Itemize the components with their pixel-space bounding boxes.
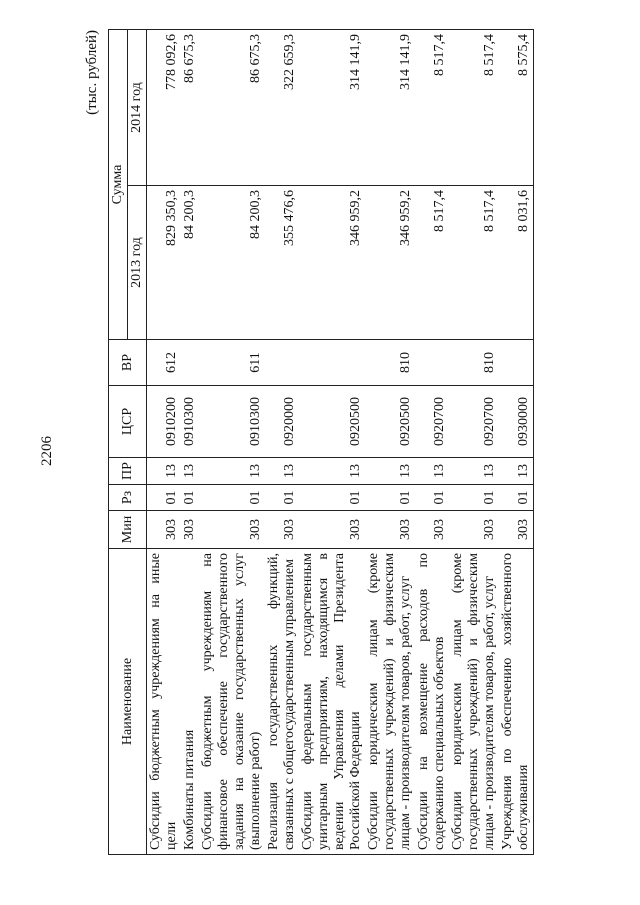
cell-csr: 0910300 <box>181 386 199 458</box>
cell-csr: 0910300 <box>199 386 265 458</box>
cell-name: Субсидии федеральным государственным унитарным предприятиям, находящимся в ведении Управления делами Президента Российской Федерации <box>299 549 365 855</box>
cell-pr: 13 <box>147 458 182 485</box>
header-2013: 2013 год <box>128 186 147 340</box>
header-min: Мин <box>109 511 147 549</box>
cell-min: 303 <box>499 511 534 549</box>
cell-vr <box>299 340 365 386</box>
cell-name: Субсидии юридическим лицам (кроме государственных учреждений) и физическим лицам - производителям товаров, работ, услуг <box>449 549 499 855</box>
cell-min: 303 <box>299 511 365 549</box>
cell-name: Субсидии бюджетным учреждениям на иные цели <box>147 549 182 855</box>
table-row <box>365 30 415 855</box>
cell-y2013: 346 959,2 <box>299 186 365 340</box>
cell-csr: 0920000 <box>265 386 299 458</box>
cell-rz: 01 <box>499 485 534 511</box>
cell-name: Комбинаты питания <box>181 549 199 855</box>
header-pr: ПР <box>109 458 147 485</box>
cell-csr: 0910200 <box>147 386 182 458</box>
cell-vr <box>499 340 534 386</box>
units-label: (тыс. рублей) <box>84 30 100 115</box>
header-vr: ВР <box>109 340 147 386</box>
budget-table <box>108 29 534 855</box>
cell-vr: 810 <box>365 340 415 386</box>
table-row <box>147 30 182 855</box>
cell-csr: 0920700 <box>449 386 499 458</box>
cell-csr: 0920700 <box>415 386 449 458</box>
table-row <box>299 30 365 855</box>
cell-pr: 13 <box>449 458 499 485</box>
cell-csr: 0930000 <box>499 386 534 458</box>
header-rz: Рз <box>109 485 147 511</box>
cell-rz: 01 <box>415 485 449 511</box>
cell-min: 303 <box>449 511 499 549</box>
cell-y2013: 8 517,4 <box>415 186 449 340</box>
cell-min: 303 <box>415 511 449 549</box>
table-row <box>415 30 449 855</box>
header-csr: ЦСР <box>109 386 147 458</box>
cell-pr: 13 <box>181 458 199 485</box>
cell-vr <box>181 340 199 386</box>
cell-csr: 0920500 <box>365 386 415 458</box>
cell-y2014: 8 575,4 <box>499 30 534 186</box>
cell-y2014: 8 517,4 <box>415 30 449 186</box>
cell-pr: 13 <box>365 458 415 485</box>
cell-name: Учреждения по обеспечению хозяйственного обслуживания <box>499 549 534 855</box>
header-sum: Сумма <box>109 30 128 340</box>
cell-name: Субсидии на возмещение расходов по содержанию специальных объектов <box>415 549 449 855</box>
table-body <box>147 30 534 855</box>
cell-y2013: 829 350,3 <box>147 186 182 340</box>
cell-min: 303 <box>147 511 182 549</box>
cell-vr: 612 <box>147 340 182 386</box>
cell-rz: 01 <box>181 485 199 511</box>
cell-rz: 01 <box>449 485 499 511</box>
cell-name: Субсидии бюджетным учреждениям на финансовое обеспечение государственного задания на оказание государственных услуг (выполнение работ) <box>199 549 265 855</box>
cell-vr <box>415 340 449 386</box>
cell-pr: 13 <box>299 458 365 485</box>
table-row <box>199 30 265 855</box>
cell-vr <box>265 340 299 386</box>
table-row <box>181 30 199 855</box>
cell-y2014: 314 141,9 <box>299 30 365 186</box>
cell-y2014: 8 517,4 <box>449 30 499 186</box>
cell-rz: 01 <box>147 485 182 511</box>
cell-min: 303 <box>181 511 199 549</box>
cell-y2014: 778 092,6 <box>147 30 182 186</box>
budget-document <box>82 30 602 855</box>
cell-vr: 611 <box>199 340 265 386</box>
cell-y2014: 322 659,3 <box>265 30 299 186</box>
cell-min: 303 <box>265 511 299 549</box>
cell-y2013: 84 200,3 <box>199 186 265 340</box>
cell-pr: 13 <box>499 458 534 485</box>
cell-min: 303 <box>199 511 265 549</box>
cell-y2013: 346 959,2 <box>365 186 415 340</box>
cell-y2013: 355 476,6 <box>265 186 299 340</box>
cell-y2014: 86 675,3 <box>181 30 199 186</box>
cell-y2013: 84 200,3 <box>181 186 199 340</box>
cell-rz: 01 <box>299 485 365 511</box>
table-row <box>449 30 499 855</box>
cell-vr: 810 <box>449 340 499 386</box>
header-name: Наименование <box>109 549 147 855</box>
cell-name: Реализация государственных функций, связанных с общегосударственным управлением <box>265 549 299 855</box>
cell-y2014: 314 141,9 <box>365 30 415 186</box>
cell-pr: 13 <box>265 458 299 485</box>
cell-y2013: 8 517,4 <box>449 186 499 340</box>
table-row <box>265 30 299 855</box>
cell-y2013: 8 031,6 <box>499 186 534 340</box>
cell-rz: 01 <box>199 485 265 511</box>
cell-rz: 01 <box>365 485 415 511</box>
cell-rz: 01 <box>265 485 299 511</box>
cell-y2014: 86 675,3 <box>199 30 265 186</box>
page-number: 2206 <box>39 436 55 466</box>
table-row <box>499 30 534 855</box>
cell-pr: 13 <box>415 458 449 485</box>
cell-csr: 0920500 <box>299 386 365 458</box>
header-2014: 2014 год <box>128 30 147 186</box>
cell-pr: 13 <box>199 458 265 485</box>
cell-min: 303 <box>365 511 415 549</box>
cell-name: Субсидии юридическим лицам (кроме государственных учреждений) и физическим лицам - производителям товаров, работ, услуг <box>365 549 415 855</box>
